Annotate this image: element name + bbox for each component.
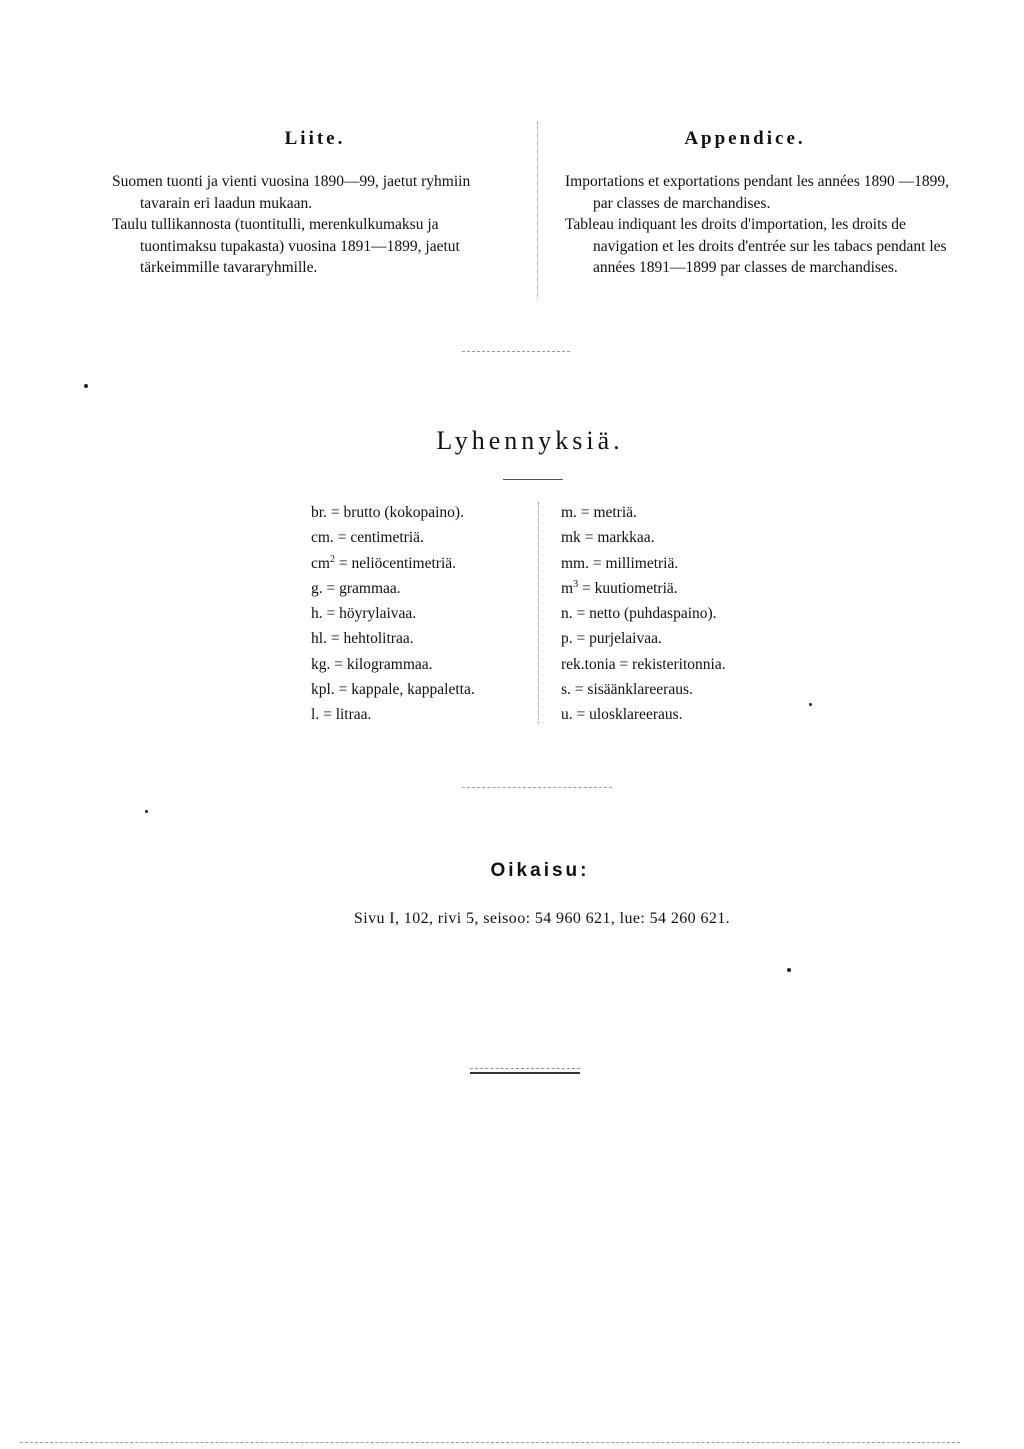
- abbreviation-term: m: [561, 579, 574, 597]
- abbreviation-entry: kpl. = kappale, kappaletta.: [311, 681, 475, 699]
- separator-rule: [462, 351, 570, 352]
- abbreviation-meaning: kilogrammaa.: [346, 655, 433, 673]
- abbreviation-term: g.: [311, 579, 323, 597]
- abbreviation-meaning: purjelaivaa.: [589, 630, 662, 648]
- abbreviation-meaning: metriä.: [593, 504, 637, 521]
- correction-heading: Oikaisu:: [490, 860, 590, 881]
- abbreviation-meaning: markkaa.: [597, 529, 655, 547]
- abbreviation-entry: mm. = millimetriä.: [561, 554, 679, 572]
- appendix-fr-paragraph-2: Tableau indiquant les droits d'importation, les droits de navigation et les droits d'entrée sur les tabacs pendant les années 1891—1899 par classes de marchandises.: [565, 216, 947, 276]
- abbreviation-meaning: hehtolitraa.: [343, 630, 414, 648]
- abbreviation-term: l.: [311, 706, 320, 724]
- abbreviation-term: m.: [561, 504, 577, 521]
- abbreviation-meaning: brutto (kokopaino).: [343, 504, 464, 521]
- abbreviations-heading-rule: [503, 479, 563, 480]
- abbreviation-entry: $cm^2$ = neliöcentimetriä.: [311, 553, 457, 572]
- abbreviation-term: cm: [311, 554, 330, 572]
- abbreviation-term: rek.tonia: [561, 655, 616, 673]
- abbreviation-meaning: kappale, kappaletta.: [351, 681, 475, 699]
- abbreviation-entry: br. = brutto (kokopaino).: [311, 504, 464, 521]
- abbreviation-meaning: litraa.: [335, 706, 372, 724]
- appendix-fi-paragraph-1: Suomen tuonti ja vienti vuosina 1890—99, jaetut ryhmiin tavarain eri laadun mukaan.: [112, 173, 471, 212]
- bottom-ornament-rule: [470, 1068, 580, 1074]
- abbreviation-term: h.: [311, 605, 323, 623]
- abbreviation-entry: $m^3$ = kuutiometriä.: [561, 578, 678, 597]
- abbreviation-meaning: neliöcentimetriä.: [351, 554, 457, 572]
- abbreviation-entry: g. = grammaa.: [311, 579, 401, 597]
- abbreviation-superscript: 3: [573, 578, 579, 590]
- abbreviations-left-list: [311, 500, 531, 728]
- abbreviation-term: n.: [561, 605, 573, 623]
- abbreviations-right-list: [561, 500, 801, 728]
- print-speck: [145, 810, 148, 813]
- separator-rule: [462, 787, 612, 788]
- appendix-fr-paragraph-1: Importations et exportations pendant les années 1890 —1899, par classes de marchandises.: [565, 173, 949, 212]
- abbreviation-meaning: höyrylaivaa.: [339, 605, 417, 623]
- abbreviations-divider: [538, 502, 539, 724]
- print-speck: [787, 968, 791, 972]
- column-divider: [537, 122, 538, 298]
- abbreviation-meaning: rekisteritonnia.: [632, 655, 726, 673]
- abbreviation-meaning: sisäänklareeraus.: [587, 681, 693, 699]
- abbreviation-term: hl.: [311, 630, 327, 648]
- abbreviation-term: s.: [561, 681, 571, 699]
- abbreviation-entry: m. = metriä.: [561, 504, 637, 521]
- abbreviation-meaning: millimetriä.: [605, 554, 679, 572]
- appendix-fi-paragraph-2: Taulu tullikannosta (tuontitulli, merenkulkumaksu ja tuontimaksu tupakasta) vuosina 1891—1899, jaetut tärkeimmille tavararyhmille.: [112, 216, 460, 276]
- abbreviation-entry: hl. = hehtolitraa.: [311, 630, 414, 648]
- appendix-fi-text: [112, 171, 516, 279]
- abbreviation-term: kpl.: [311, 681, 335, 699]
- abbreviation-entry: mk = markkaa.: [561, 529, 655, 547]
- print-speck: [809, 703, 812, 706]
- abbreviation-entry: s. = sisäänklareeraus.: [561, 681, 693, 699]
- abbreviation-term: mk: [561, 529, 581, 547]
- abbreviation-meaning: grammaa.: [339, 579, 401, 597]
- abbreviation-superscript: 2: [329, 553, 335, 565]
- abbreviation-entry: p. = purjelaivaa.: [561, 630, 662, 648]
- abbreviation-term: p.: [561, 630, 573, 648]
- abbreviation-term: mm.: [561, 554, 589, 572]
- abbreviation-entry: h. = höyrylaivaa.: [311, 605, 417, 623]
- appendix-fr-text: [565, 171, 967, 279]
- abbreviation-meaning: centimetriä.: [350, 529, 424, 547]
- abbreviation-meaning: kuutiometriä.: [594, 579, 678, 597]
- abbreviation-term: cm.: [311, 529, 334, 547]
- abbreviation-entry: l. = litraa.: [311, 706, 372, 724]
- print-speck: [84, 384, 88, 388]
- appendix-fi-heading: Liite.: [284, 128, 346, 149]
- abbreviation-term: u.: [561, 706, 573, 724]
- abbreviation-meaning: netto (puhdaspaino).: [589, 605, 717, 623]
- abbreviation-entry: n. = netto (puhdaspaino).: [561, 605, 717, 623]
- abbreviation-entry: cm. = centimetriä.: [311, 529, 424, 547]
- abbreviation-term: br.: [311, 504, 327, 521]
- abbreviations-heading: Lyhennyksiä.: [436, 426, 624, 455]
- abbreviation-term: kg.: [311, 655, 331, 673]
- correction-text: Sivu I, 102, rivi 5, seisoo: 54 960 621, lue: 54 260 621.: [353, 910, 731, 927]
- page-bottom-rule: [20, 1442, 960, 1443]
- abbreviation-entry: u. = ulosklareeraus.: [561, 706, 683, 724]
- appendix-fr-heading: Appendice.: [684, 128, 806, 149]
- abbreviation-entry: kg. = kilogrammaa.: [311, 655, 433, 673]
- abbreviation-entry: rek.tonia = rekisteritonnia.: [561, 655, 726, 673]
- abbreviation-meaning: ulosklareeraus.: [589, 706, 683, 724]
